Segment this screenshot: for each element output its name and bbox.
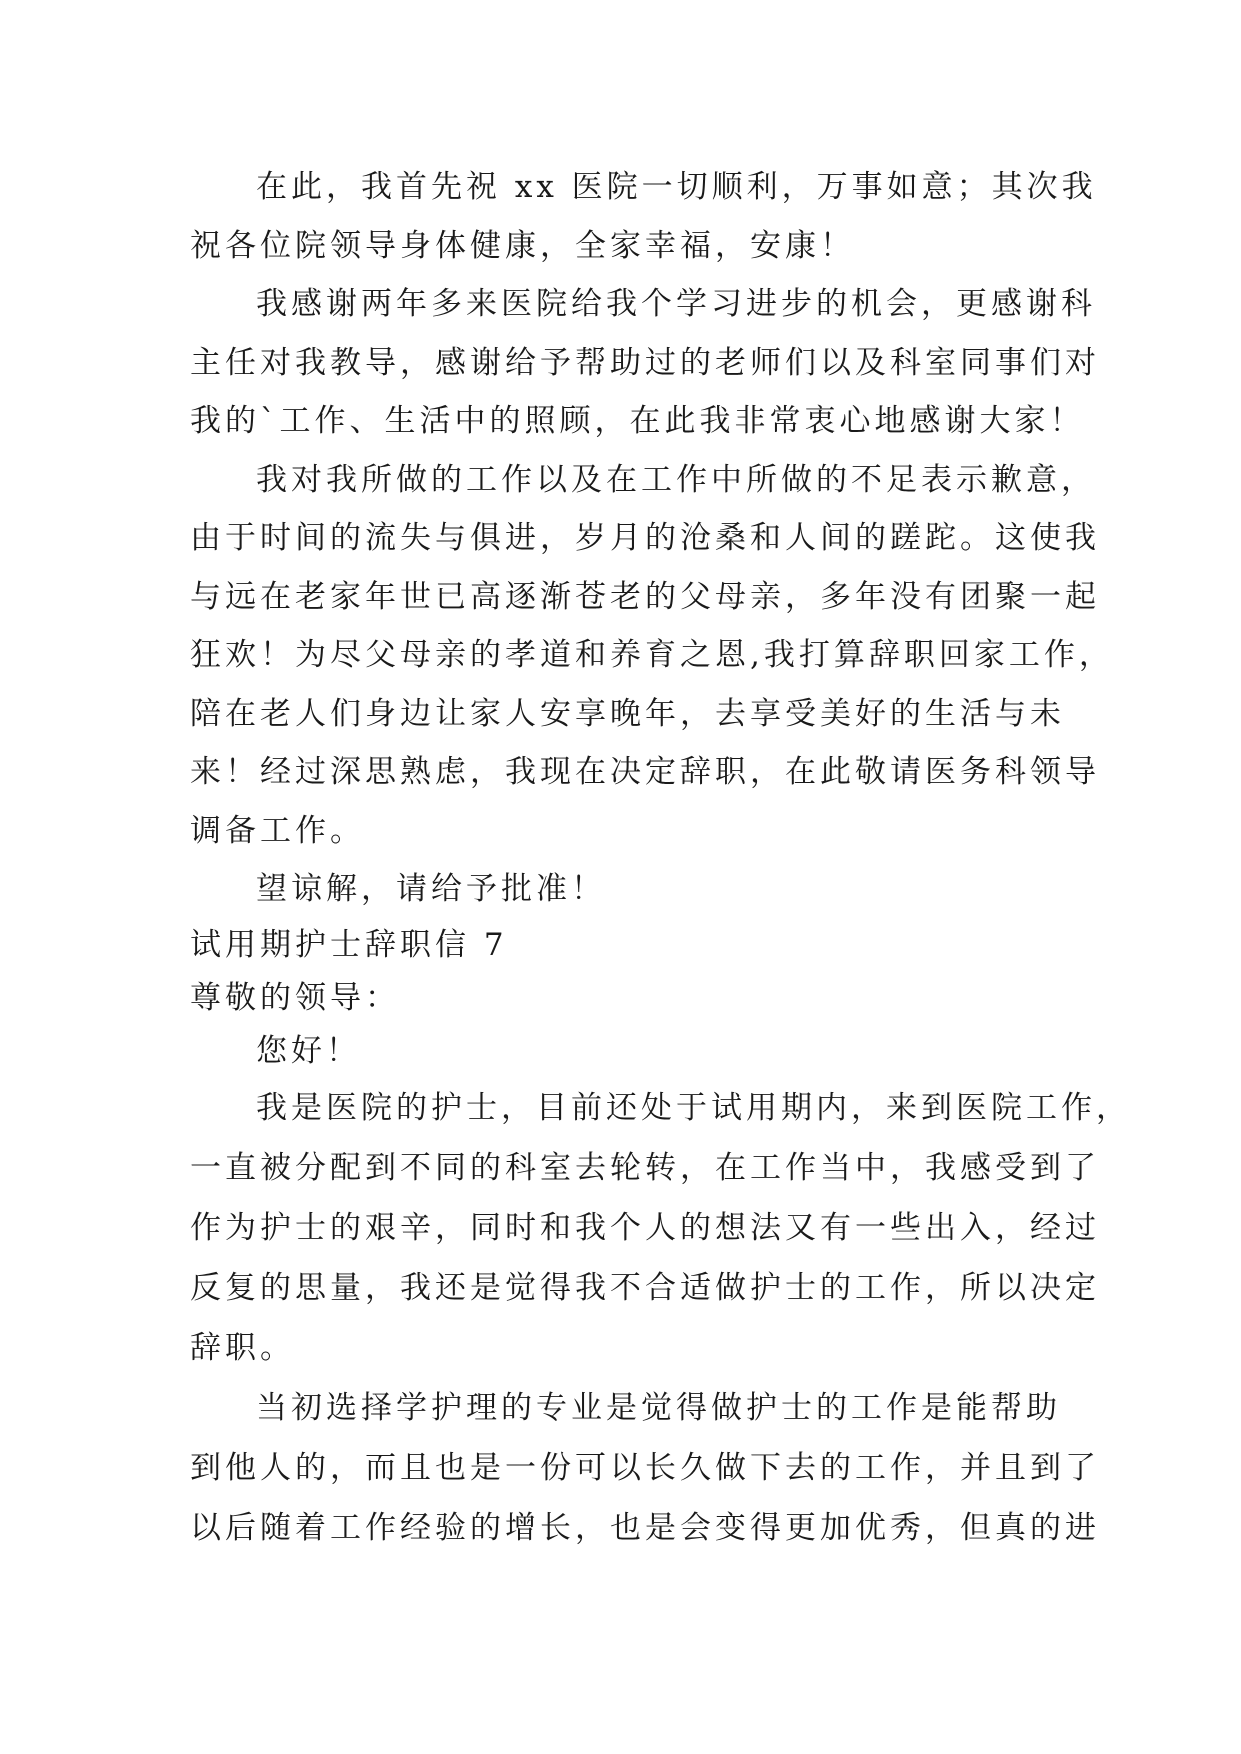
paragraph-1-line-1: 在此，我首先祝 xx 医院一切顺利，万事如意；其次我 [256, 169, 1097, 205]
paragraph-5-line-5: 辞职。 [190, 1329, 295, 1366]
paragraph-2-line-3: 我的`工作、生活中的照顾，在此我非常衷心地感谢大家！ [190, 403, 1085, 439]
paragraph-5-line-4: 反复的思量，我还是觉得我不合适做护士的工作，所以决定 [190, 1269, 1100, 1306]
paragraph-5-line-2: 一直被分配到不同的科室去轮转，在工作当中，我感受到了 [190, 1149, 1100, 1186]
paragraph-2-line-2: 主任对我教导，感谢给予帮助过的老师们以及科室同事们对 [190, 344, 1100, 381]
paragraph-3-line-3: 与远在老家年世已高逐渐苍老的父母亲，多年没有团聚一起 [190, 578, 1100, 615]
document-body [190, 158, 1131, 1558]
paragraph-3-line-6: 来！经过深思熟虑，我现在决定辞职，在此敬请医务科领导 [190, 754, 1100, 790]
paragraph-3-line-1: 我对我所做的工作以及在工作中所做的不足表示歉意， [256, 461, 1096, 498]
paragraph-5-line-3: 作为护士的艰辛，同时和我个人的想法又有一些出入，经过 [190, 1209, 1100, 1246]
paragraph-6-line-2: 到他人的，而且也是一份可以长久做下去的工作，并且到了 [190, 1449, 1100, 1486]
paragraph-3-line-4: 狂欢！为尽父母亲的孝道和养育之恩,我打算辞职回家工作， [190, 637, 1114, 673]
section-heading: 试用期护士辞职信 7 [190, 926, 508, 963]
paragraph-4-line-1: 望谅解，请给予批准！ [256, 871, 606, 907]
greeting: 您好！ [256, 1032, 361, 1069]
paragraph-3-line-2: 由于时间的流失与俱进，岁月的沧桑和人间的蹉跎。这使我 [190, 520, 1100, 556]
paragraph-3-line-7: 调备工作。 [190, 812, 365, 849]
paragraph-3-line-5: 陪在老人们身边让家人安享晚年，去享受美好的生活与未 [190, 695, 1065, 732]
paragraph-1-line-2: 祝各位院领导身体健康，全家幸福，安康！ [190, 227, 855, 264]
paragraph-5-line-1: 我是医院的护士，目前还处于试用期内，来到医院工作， [256, 1089, 1131, 1126]
salutation: 尊敬的领导： [190, 979, 400, 1016]
paragraph-6-line-1: 当初选择学护理的专业是觉得做护士的工作是能帮助 [256, 1389, 1061, 1426]
paragraph-6-line-3: 以后随着工作经验的增长，也是会变得更加优秀，但真的进 [190, 1509, 1100, 1546]
paragraph-2-line-1: 我感谢两年多来医院给我个学习进步的机会，更感谢科 [256, 286, 1096, 322]
